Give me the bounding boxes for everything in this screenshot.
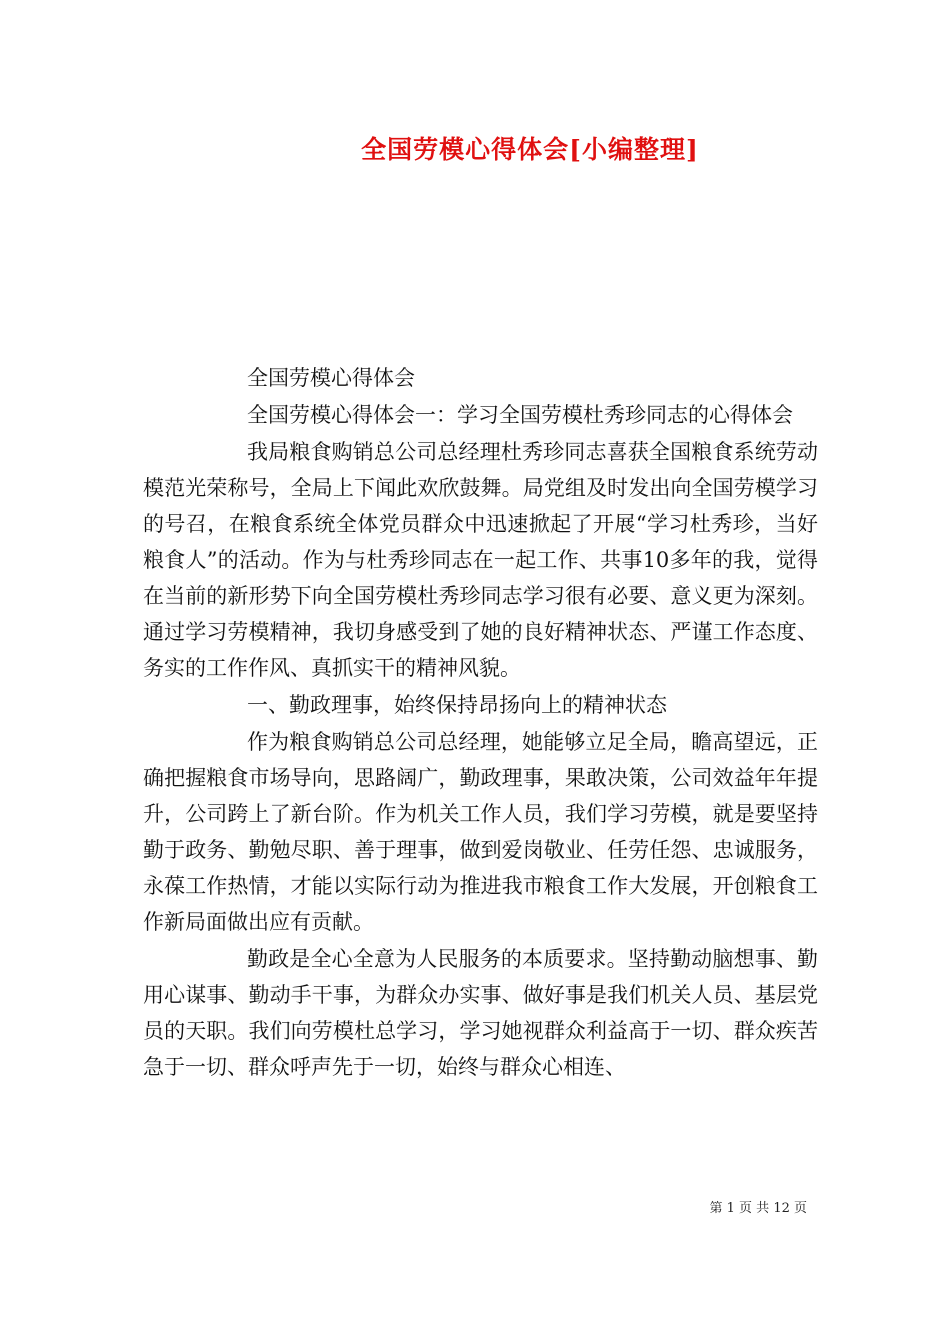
- page-number-footer: 第 1 页 共 12 页: [709, 1201, 807, 1216]
- document-title: 全国劳模心得体会[小编整理]: [361, 135, 699, 164]
- paragraph-body: 勤政是全心全意为人民服务的本质要求。坚持勤动脑想事、勤用心谋事、勤动手干事，为群众办实事、做好事是我们机关人员、基层党员的天职。我们向劳模杜总学习，学习她视群众利益高于一切、群众疾苦急于一切、群众呼声先于一切，始终与群众心相连、: [143, 947, 818, 1079]
- paragraph-body: 作为粮食购销总公司总经理，她能够立足全局，瞻高望远，正确把握粮食市场导向，思路阔广，勤政理事，果敢决策，公司效益年年提升，公司跨上了新台阶。作为机关工作人员，我们学习劳模，就是要坚持勤于政务、勤勉尽职、善于理事，做到爱岗敬业、任劳任怨、忠诚服务，永葆工作热情，才能以实际行动为推进我市粮食工作大发展，开创粮食工作新局面做出应有贡献。: [143, 730, 818, 934]
- paragraph-intro: 我局粮食购销总公司总经理杜秀珍同志喜获全国粮食系统劳动模范光荣称号，全局上下闻此欢欣鼓舞。局党组及时发出向全国劳模学习的号召，在粮食系统全体党员群众中迅速掀起了开展“学习杜秀珍，当好粮食人”的活动。作为与杜秀珍同志在一起工作、共事10多年的我，觉得在当前的新形势下向全国劳模杜秀珍同志学习很有必要、意义更为深刻。通过学习劳模精神，我切身感受到了她的良好精神状态、严谨工作态度、务实的工作作风、真抓实干的精神风貌。: [143, 440, 818, 680]
- paragraph-section-heading: 一、勤政理事，始终保持昂扬向上的精神状态: [247, 693, 667, 717]
- document-body: [143, 360, 818, 1085]
- paragraph-subheading: 全国劳模心得体会一：学习全国劳模杜秀珍同志的心得体会: [247, 403, 793, 427]
- paragraph-heading: 全国劳模心得体会: [247, 366, 415, 390]
